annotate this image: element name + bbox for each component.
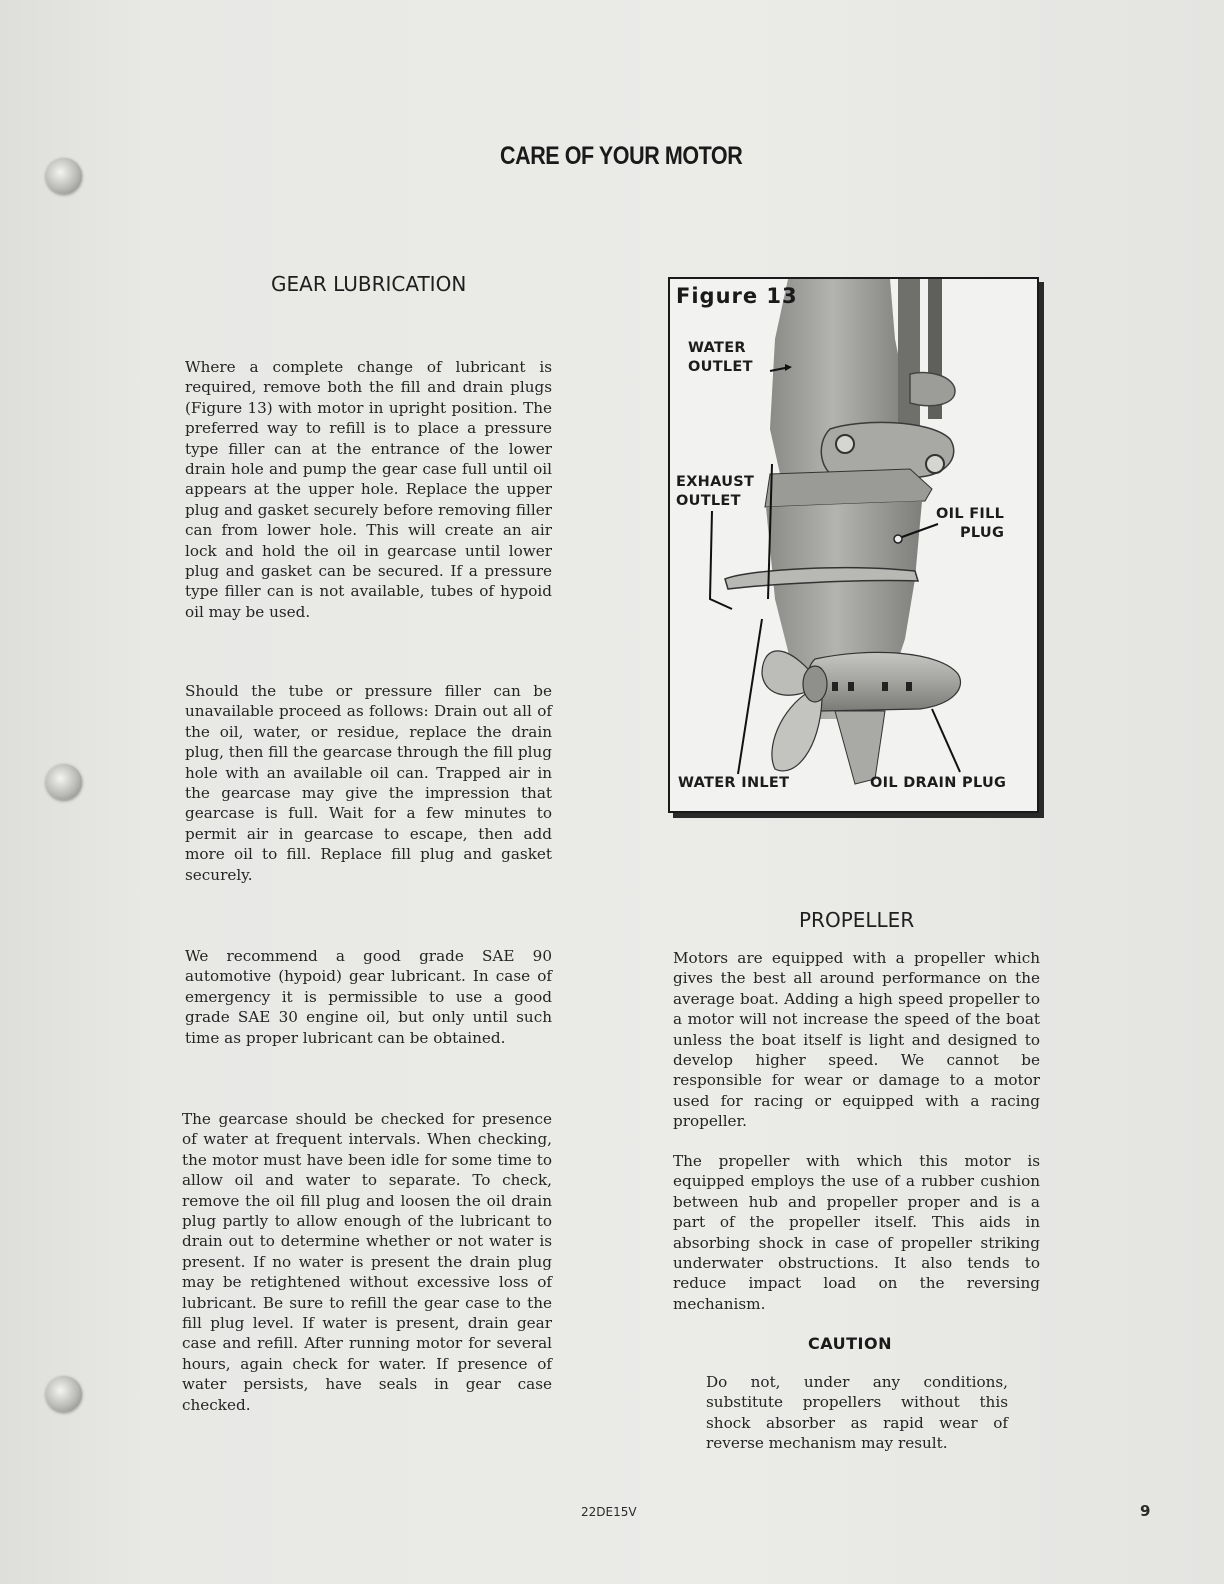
exhaust-outlet-label-line-1: EXHAUST (676, 474, 755, 490)
binder-hole-middle (46, 764, 82, 800)
water-outlet-label (688, 339, 753, 377)
propeller-heading: PROPELLER (799, 908, 915, 932)
water-outlet-label-line-1: WATER (688, 340, 746, 356)
water-inlet-label: WATER INLET (678, 775, 790, 791)
oil-fill-plug-label-line-2: PLUG (959, 525, 1005, 541)
gear-lubrication-paragraph-4: The gearcase should be checked for presence of water at frequent intervals. When checking, the motor must have been idle for some time to allow oil and water to separate. To check, remove the oil fill plug and loosen the oil drain plug partly to allow enough of the lubricant to drain out to determine whether or not water is present. If no water is present the drain plug may be retightened without excessive loss of lubricant. Be sure to refill the gear case to the fill plug level. If water is present, drain gear case and refill. After running motor for several hours, again check for water. If presence of water persists, have seals in gear case checked. (182, 1110, 552, 1414)
figure-13 (668, 277, 1039, 813)
oil-drain-plug-label: OIL DRAIN PLUG (870, 775, 1007, 791)
page-number: 9 (1140, 1502, 1151, 1520)
water-outlet-label-line-2: OUTLET (688, 359, 753, 375)
oil-fill-plug-label-line-1: OIL FILL (936, 506, 1005, 522)
oil-fill-plug-label (936, 505, 1004, 543)
caution-heading: CAUTION (808, 1334, 892, 1353)
gear-lubrication-paragraph-3: We recommend a good grade SAE 90 automotive (hypoid) gear lubricant. In case of emergency it is permissible to use a good grade SAE 30 engine oil, but only until such time as proper lubricant can be obtained. (185, 947, 552, 1047)
figure-title: Figure 13 (676, 284, 798, 308)
gear-lubrication-paragraph-1: Where a complete change of lubricant is required, remove both the fill and drain plugs (Figure 13) with motor in upright position. The preferred way to refill is to place a pressure type filler can at the entrance of the lower drain hole and pump the gear case full until oil appears at the upper hole. Replace the upper plug and gasket securely before removing filler can from lower hole. This will create an air lock and hold the oil in gearcase until lower plug and gasket can be secured. If a pressure type filler can is not available, tubes of hypoid oil may be used. (185, 358, 552, 621)
caution-text: Do not, under any conditions, substitute propellers without this shock absorber as rapid wear of reverse mechanism may result. (706, 1373, 1008, 1453)
binder-hole-bottom (46, 1376, 82, 1412)
propeller-paragraph-1: Motors are equipped with a propeller which gives the best all around performance on the average boat. Adding a high speed propeller to a motor will not increase the speed of the boat unless the boat itself is light and designed to develop higher speed. We cannot be responsible for wear or damage to a motor used for racing or equipped with a racing propeller. (673, 949, 1040, 1131)
exhaust-outlet-label-line-2: OUTLET (676, 493, 741, 509)
page-title: CARE OF YOUR MOTOR (500, 142, 743, 170)
footer-model-code: 22DE15V (581, 1505, 637, 1519)
exhaust-outlet-label (676, 473, 754, 511)
binder-hole-top (46, 158, 82, 194)
gear-lubrication-paragraph-2: Should the tube or pressure filler can be unavailable proceed as follows: Drain out all of the oil, water, or residue, replace the drain plug, then fill the gearcase through the fill plug hole with an available oil can. Trapped air in the gearcase may give the impression that gearcase is full. Wait for a few minutes to permit air in gearcase to escape, then add more oil to fill. Replace fill plug and gasket securely. (185, 682, 552, 884)
gear-lubrication-heading: GEAR LUBRICATION (271, 272, 467, 296)
propeller-paragraph-2: The propeller with which this motor is equipped employs the use of a rubber cushion between hub and propeller proper and is a part of the propeller itself. This aids in absorbing shock in case of propeller striking underwater obstructions. It also tends to reduce impact load on the reversing mechanism. (673, 1152, 1040, 1313)
